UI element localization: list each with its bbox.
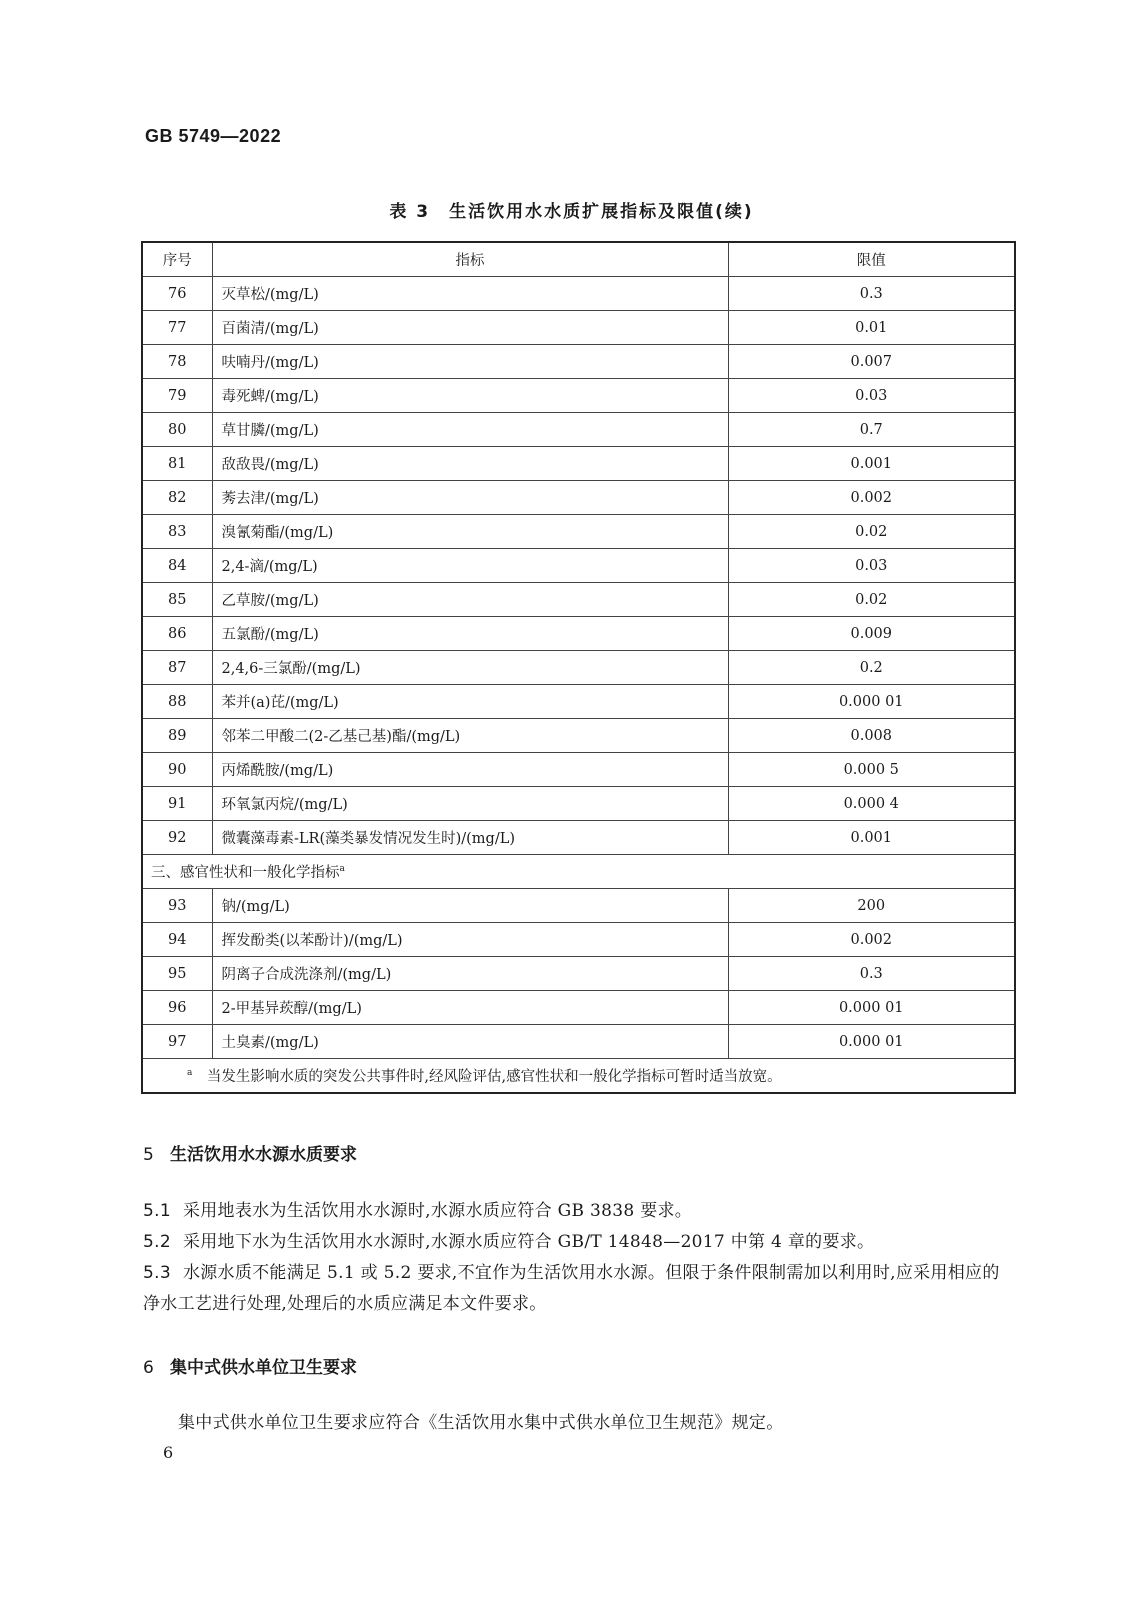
table-row [142,515,1015,549]
row-limit: 0.7 [728,413,1015,447]
clause-text: 采用地下水为生活饮用水水源时,水源水质应符合 GB/T 14848—2017 中第 4 章的要求。 [182,1232,875,1252]
row-limit: 0.002 [728,481,1015,515]
row-limit: 0.000 5 [728,753,1015,787]
row-seq: 88 [142,685,212,719]
row-limit: 0.000 01 [728,1025,1015,1059]
row-seq: 94 [142,923,212,957]
section-5-title: 生活饮用水水源水质要求 [170,1145,357,1165]
section-6-number: 6 [143,1358,154,1378]
clause-number: 5.1 [143,1201,171,1221]
table-section [142,855,1015,889]
table-row [142,957,1015,991]
table-row [142,311,1015,345]
row-limit: 0.000 01 [728,991,1015,1025]
table-row [142,889,1015,923]
footnote-row [142,1059,1015,1094]
row-seq: 87 [142,651,212,685]
row-limit: 0.001 [728,821,1015,855]
footnote-mark: a [187,1068,193,1079]
row-seq: 82 [142,481,212,515]
row-indicator: 莠去津/(mg/L) [212,481,728,515]
row-seq: 77 [142,311,212,345]
row-limit: 0.02 [728,583,1015,617]
row-limit: 0.3 [728,957,1015,991]
row-indicator: 环氧氯丙烷/(mg/L) [212,787,728,821]
row-seq: 96 [142,991,212,1025]
clause-5-2 [143,1227,1003,1258]
row-indicator: 邻苯二甲酸二(2-乙基己基)酯/(mg/L) [212,719,728,753]
table-row [142,719,1015,753]
section-5-number: 5 [143,1145,154,1165]
row-indicator: 丙烯酰胺/(mg/L) [212,753,728,787]
section-6-title: 集中式供水单位卫生要求 [170,1358,357,1378]
table-row [142,413,1015,447]
row-limit: 0.03 [728,549,1015,583]
row-seq: 81 [142,447,212,481]
row-seq: 89 [142,719,212,753]
page-number: 6 [163,1443,174,1462]
row-limit: 0.02 [728,515,1015,549]
row-seq: 95 [142,957,212,991]
table-row [142,617,1015,651]
table-row [142,277,1015,311]
column-header-indicator: 指标 [212,242,728,277]
table-row [142,753,1015,787]
row-indicator: 灭草松/(mg/L) [212,277,728,311]
row-indicator: 2-甲基异莰醇/(mg/L) [212,991,728,1025]
table-row [142,651,1015,685]
row-limit: 0.009 [728,617,1015,651]
row-indicator: 2,4-滴/(mg/L) [212,549,728,583]
section-row [142,855,1015,889]
row-indicator: 挥发酚类(以苯酚计)/(mg/L) [212,923,728,957]
row-indicator: 草甘膦/(mg/L) [212,413,728,447]
section-footnote-mark: a [339,864,345,875]
table-row [142,481,1015,515]
table-row [142,991,1015,1025]
row-indicator: 五氯酚/(mg/L) [212,617,728,651]
water-quality-table [141,241,1016,1094]
table-row [142,787,1015,821]
document-code: GB 5749—2022 [145,126,282,146]
table-row [142,345,1015,379]
row-indicator: 敌敌畏/(mg/L) [212,447,728,481]
table-row [142,685,1015,719]
section-label: 三、感官性状和一般化学指标$^a$ [142,855,1015,889]
row-indicator: 钠/(mg/L) [212,889,728,923]
row-seq: 78 [142,345,212,379]
table-body-organic [142,277,1015,855]
table-body-sensory [142,889,1015,1059]
row-seq: 80 [142,413,212,447]
table-row [142,549,1015,583]
row-seq: 91 [142,787,212,821]
row-limit: 0.002 [728,923,1015,957]
row-indicator: 微囊藻毒素-LR(藻类暴发情况发生时)/(mg/L) [212,821,728,855]
clause-5-1 [143,1196,1003,1227]
clause-text: 采用地表水为生活饮用水水源时,水源水质应符合 GB 3838 要求。 [182,1201,693,1221]
column-header-limit: 限值 [728,242,1015,277]
row-indicator: 苯并(a)芘/(mg/L) [212,685,728,719]
row-limit: 200 [728,889,1015,923]
row-indicator: 溴氰菊酯/(mg/L) [212,515,728,549]
table-title: 表 3 生活饮用水水质扩展指标及限值(续) [389,202,754,222]
row-seq: 84 [142,549,212,583]
row-seq: 92 [142,821,212,855]
row-seq: 90 [142,753,212,787]
row-indicator: 2,4,6-三氯酚/(mg/L) [212,651,728,685]
table-row [142,583,1015,617]
row-seq: 97 [142,1025,212,1059]
section-6-heading [143,1353,357,1378]
row-limit: 0.008 [728,719,1015,753]
clause-text: 水源水质不能满足 5.1 或 5.2 要求,不宜作为生活饮用水水源。但限于条件限制需加以利用时,应采用相应的净水工艺进行处理,处理后的水质应满足本文件要求。 [143,1263,1000,1314]
table-row [142,1025,1015,1059]
row-seq: 79 [142,379,212,413]
table-row [142,923,1015,957]
row-limit: 0.3 [728,277,1015,311]
clause-number: 5.3 [143,1263,171,1283]
section-6-text: 集中式供水单位卫生要求应符合《生活饮用水集中式供水单位卫生规范》规定。 [178,1413,784,1433]
row-indicator: 百菌清/(mg/L) [212,311,728,345]
row-seq: 85 [142,583,212,617]
clause-5-3 [143,1258,1003,1320]
row-limit: 0.007 [728,345,1015,379]
table-header-row [142,242,1015,277]
row-limit: 0.01 [728,311,1015,345]
row-limit: 0.000 4 [728,787,1015,821]
row-indicator: 阴离子合成洗涤剂/(mg/L) [212,957,728,991]
clause-number: 5.2 [143,1232,171,1252]
row-seq: 83 [142,515,212,549]
row-indicator: 呋喃丹/(mg/L) [212,345,728,379]
table-row [142,821,1015,855]
row-seq: 86 [142,617,212,651]
row-indicator: 乙草胺/(mg/L) [212,583,728,617]
table-footnote: $^a$ 当发生影响水质的突发公共事件时,经风险评估,感官性状和一般化学指标可暂时适当放宽。 [142,1059,1015,1094]
row-limit: 0.000 01 [728,685,1015,719]
row-limit: 0.001 [728,447,1015,481]
row-indicator: 土臭素/(mg/L) [212,1025,728,1059]
row-seq: 93 [142,889,212,923]
table-row [142,447,1015,481]
section-5-heading [143,1140,357,1165]
row-limit: 0.03 [728,379,1015,413]
table-row [142,379,1015,413]
row-seq: 76 [142,277,212,311]
column-header-seq: 序号 [142,242,212,277]
row-indicator: 毒死蜱/(mg/L) [212,379,728,413]
row-limit: 0.2 [728,651,1015,685]
